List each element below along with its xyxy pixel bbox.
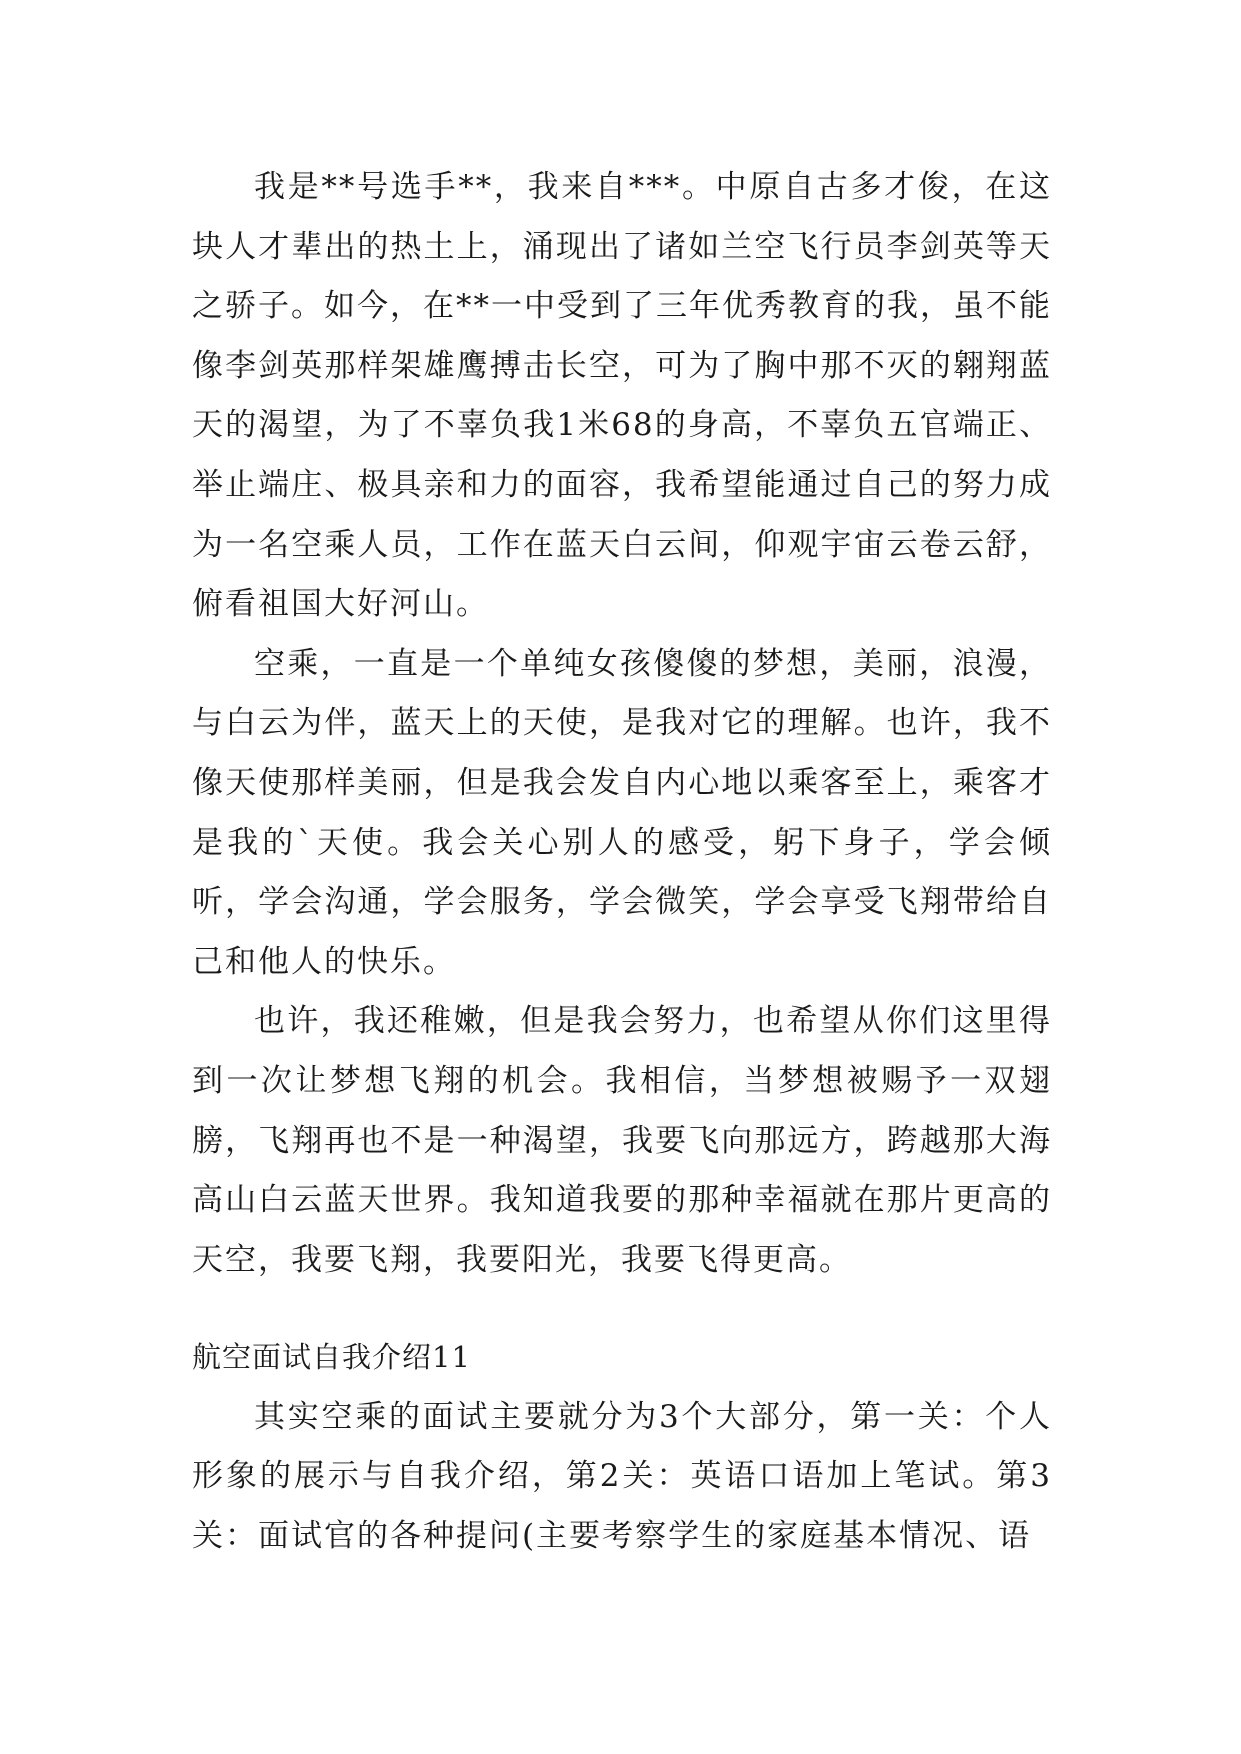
- section-paragraph: 其实空乘的面试主要就分为3个大部分，第一关：个人形象的展示与自我介绍，第2关：英语口语加上笔试。第3关：面试官的各种提问(主要考察学生的家庭基本情况、语: [192, 1398, 1052, 1555]
- section-title: 航空面试自我介绍11: [192, 1340, 471, 1375]
- section-gap: [192, 1290, 1052, 1328]
- paragraph-1: 我是**号选手**，我来自***。中原自古多才俊，在这块人才辈出的热土上，涌现出了诸如兰空飞行员李剑英等天之骄子。如今，在**一中受到了三年优秀教育的我，虽不能像李剑英那样架雄鹰搏击长空，可为了胸中那不灭的翱翔蓝天的渴望，为了不辜负我1米68的身高，不辜负五官端正、举止端庄、极具亲和力的面容，我希望能通过自己的努力成为一名空乘人员，工作在蓝天白云间，仰观宇宙云卷云舒，俯看祖国大好河山。: [192, 169, 1052, 623]
- document-body: [192, 158, 1052, 1567]
- paragraph-3: 也许，我还稚嫩，但是我会努力，也希望从你们这里得到一次让梦想飞翔的机会。我相信，当梦想被赐予一双翅膀，飞翔再也不是一种渴望，我要飞向那远方，跨越那大海高山白云蓝天世界。我知道我要的那种幸福就在那片更高的天空，我要飞翔，我要阳光，我要飞得更高。: [192, 1003, 1052, 1278]
- paragraph-2: 空乘，一直是一个单纯女孩傻傻的梦想，美丽，浪漫，与白云为伴，蓝天上的天使，是我对它的理解。也许，我不像天使那样美丽，但是我会发自内心地以乘客至上，乘客才是我的`天使。我会关心别人的感受，躬下身子，学会倾听，学会沟通，学会服务，学会微笑，学会享受飞翔带给自己和他人的快乐。: [192, 645, 1052, 980]
